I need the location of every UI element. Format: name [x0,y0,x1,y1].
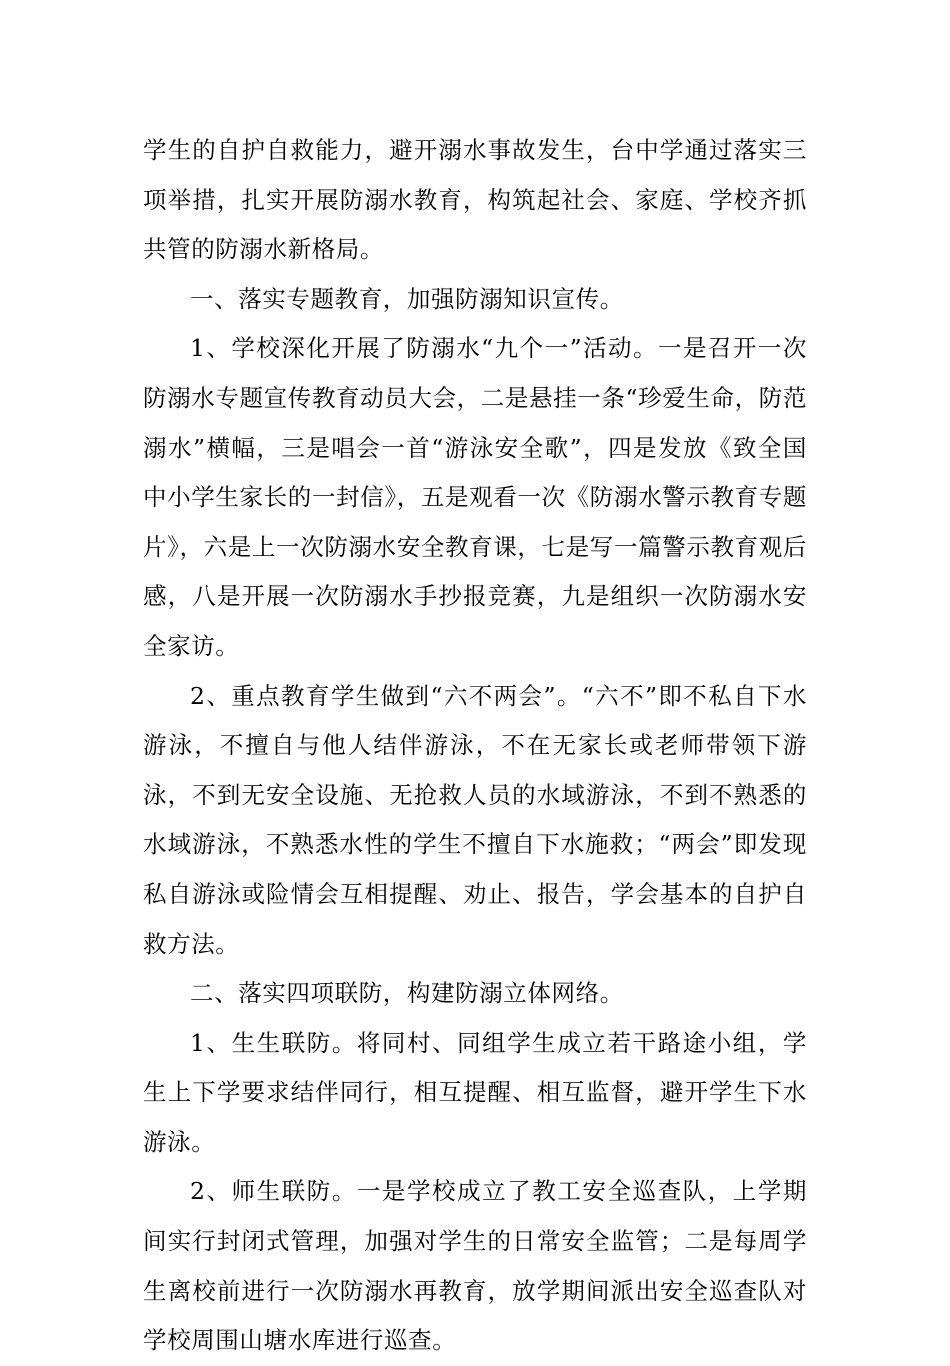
paragraph-six-no-two-can: 2、重点教育学生做到“六不两会”。“六不”即不私自下水游泳，不擅自与他人结伴游泳，不在无家长或老师带领下游泳，不到无安全设施、无抢救人员的水域游泳，不到不熟悉的水域游泳，不熟悉水性的学生不擅自下水施救；“两会”即发现私自游泳或险情会互相提醒、劝止、报告，学会基本的自护自救方法。 [143,681,807,958]
paragraph-teacher-student-joint-defense: 2、师生联防。一是学校成立了教工安全巡查队，上学期间实行封闭式管理，加强对学生的日常安全监管；二是每周学生离校前进行一次防溺水再教育，放学期间派出安全巡查队对学校周围山塘水库进行巡查。 [143,1177,807,1355]
section-heading-1: 一、落实专题教育，加强防溺知识宣传。 [190,284,624,313]
section-heading-2: 二、落实四项联防，构建防溺立体网络。 [190,979,624,1008]
document-page [143,126,807,1366]
paragraph-student-joint-defense: 1、生生联防。将同村、同组学生成立若干路途小组，学生上下学要求结伴同行，相互提醒、相互监督，避开学生下水游泳。 [143,1028,807,1156]
intro-paragraph: 学生的自护自救能力，避开溺水事故发生，台中学通过落实三项举措，扎实开展防溺水教育，构筑起社会、家庭、学校齐抓共管的防溺水新格局。 [143,136,807,264]
paragraph-nine-activities: 1、学校深化开展了防溺水“九个一”活动。一是召开一次防溺水专题宣传教育动员大会，二是悬挂一条“珍爱生命，防范溺水”横幅，三是唱会一首“游泳安全歌”，四是发放《致全国中小学生家长的一封信》，五是观看一次《防溺水警示教育专题片》，六是上一次防溺水安全教育课，七是写一篇警示教育观后感，八是开展一次防溺水手抄报竞赛，九是组织一次防溺水安全家访。 [143,334,807,660]
